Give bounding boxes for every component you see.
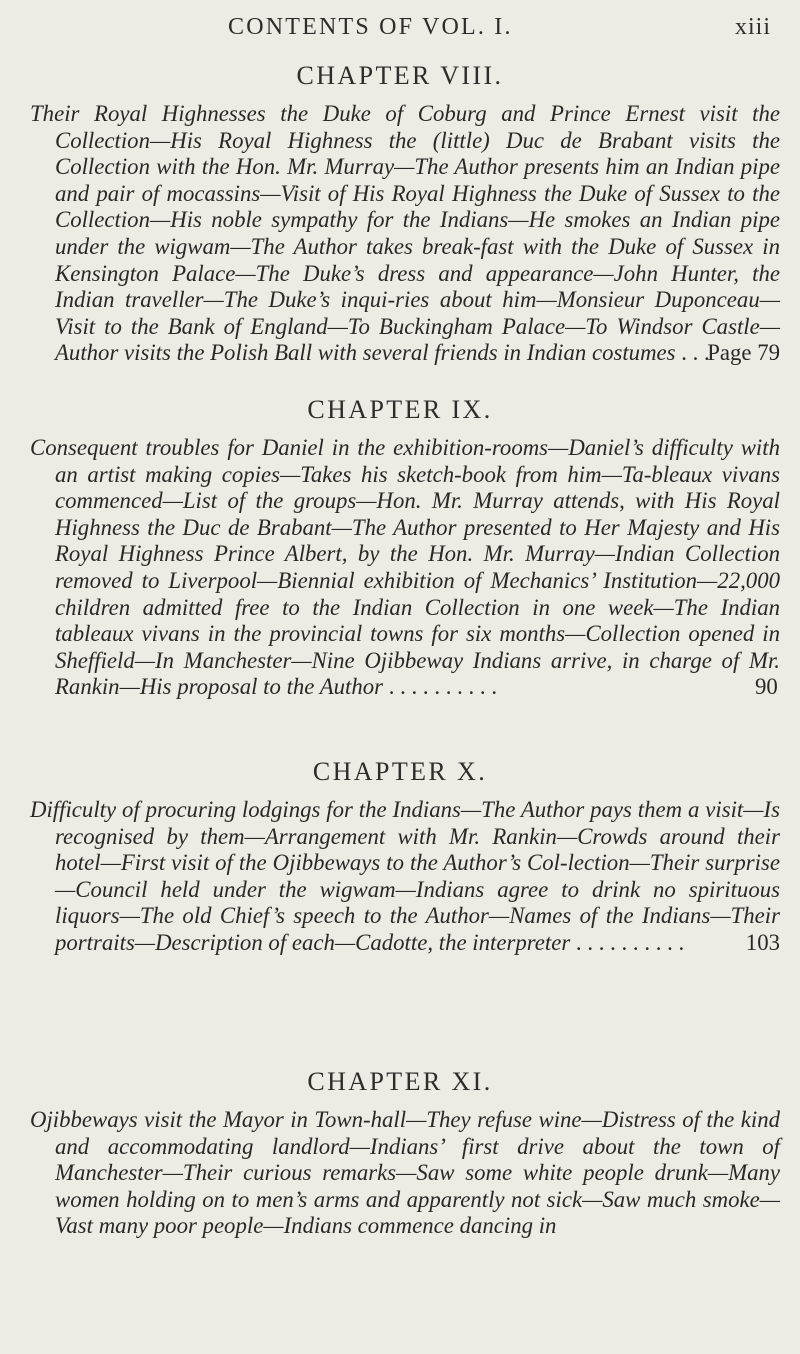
chapter-summary-text: Consequent troubles for Daniel in the exhibition-rooms—Daniel’s difficulty with an artist making copies—Takes his sketch-book from him—Ta-bleaux vivans commenced—List of the groups—Hon. Mr. Murray attends, with His Royal Highness the Duc de Brabant—The Author presented to Her Majesty and His Royal Highness Prince Albert, by the Hon. Mr. Murray—Indian Collection removed to Liverpool—Biennial exhibition of Mechanics’ Institution—22,000 children admitted free to the Indian Collection in one week—The Indian tableaux vivans in the provincial towns for six months—Collection opened in Sheffield—In Manchester—Nine Ojibbeway Indians arrive, in charge of Mr. Rankin—His proposal to the Author — [30, 435, 780, 700]
chapter-viii — [0, 56, 800, 366]
chapter-xi — [0, 1062, 800, 1239]
chapter-summary — [30, 1107, 780, 1240]
chapter-x — [0, 752, 800, 955]
chapter-summary-text: Ojibbeways visit the Mayor in Town-hall—They refuse wine—Distress of the kind and accommodating landlord—Indians’ first drive about the town of Manchester—Their curious remarks—Saw some white people drunk—Many women holding on to men’s arms and apparently not sick—Saw much smoke—Vast many poor people—Indians commence dancing in — [30, 1107, 780, 1239]
chapter-summary — [30, 101, 780, 367]
chapter-summary: Consequent troubles for Daniel in the exhibition-rooms—Daniel’s difficulty with an artist making copies—Takes his sketch-book from him—Ta-bleaux vivans commenced—List of the groups—Hon. Mr. Murray attends, with His Royal Highness the Duc de Brabant—The Author presented to Her Majesty and His Royal Highness Prince Albert, by the Hon. Mr. Murray—Indian Collection removed to Liverpool—Biennial exhibition of Mechanics’ Institution—22,000 children admitted free to the Indian Collection in one week—The Indian tableaux vivans in the provincial towns for six months—Collection opened in Sheffield—In Manchester—Nine Ojibbeway Indians arrive, in charge of Mr. Rankin—His proposal to the Author . . . . . . . . . . 90 — [30, 435, 780, 700]
dot-leaders: . . . . . . . . . . — [575, 929, 685, 955]
chapter-heading: CHAPTER IX. — [307, 395, 493, 424]
chapter-heading: CHAPTER X. — [312, 757, 488, 786]
chapter-summary — [30, 797, 780, 957]
running-title: CONTENTS OF VOL. I. — [228, 14, 513, 40]
chapter-heading: CHAPTER XI. — [307, 1067, 493, 1096]
page-reference: Page 79 — [707, 340, 780, 366]
chapter-summary-text: Difficulty of procuring lodgings for the Indians—The Author pays them a visit—Is recognised by them—Arrangement with Mr. Rankin—Crowds around their hotel—First visit of the Ojibbeways to the Author’s Col-lection—Their surprise—Council held under the wigwam—Indians agree to drink no spirituous liquors—The old Chief’s speech to the Author—Names of the Indians—Their portraits—Description of each—Cadotte, the interpreter — [30, 797, 780, 955]
page-folio: xiii — [734, 14, 771, 40]
dot-leaders: . . . — [681, 340, 710, 366]
page-reference: 103 — [745, 929, 780, 955]
running-head — [0, 14, 800, 44]
chapter-ix — [0, 390, 800, 700]
chapter-summary-text: Their Royal Highnesses the Duke of Coburg and Prince Ernest visit the Collection—His Royal Highness the (little) Duc de Brabant visits the Collection with the Hon. Mr. Murray—The Author presents him an Indian pipe and pair of mocassins—Visit of His Royal Highness the Duke of Sussex to the Collection—His noble sympathy for the Indians—He smokes an Indian pipe under the wigwam—The Author takes break-fast with the Duke of Sussex in Kensington Palace—The Duke’s dress and appearance—John Hunter, the Indian traveller—The Duke’s inqui-ries about him—Monsieur Duponceau—Visit to the Bank of England—To Buckingham Palace—To Windsor Castle—Author visits the Polish Ball with several friends in Indian costumes — [30, 101, 780, 366]
chapter-heading: CHAPTER VIII. — [296, 61, 504, 90]
dot-leaders: . . . . . . . . . . — [388, 674, 498, 700]
